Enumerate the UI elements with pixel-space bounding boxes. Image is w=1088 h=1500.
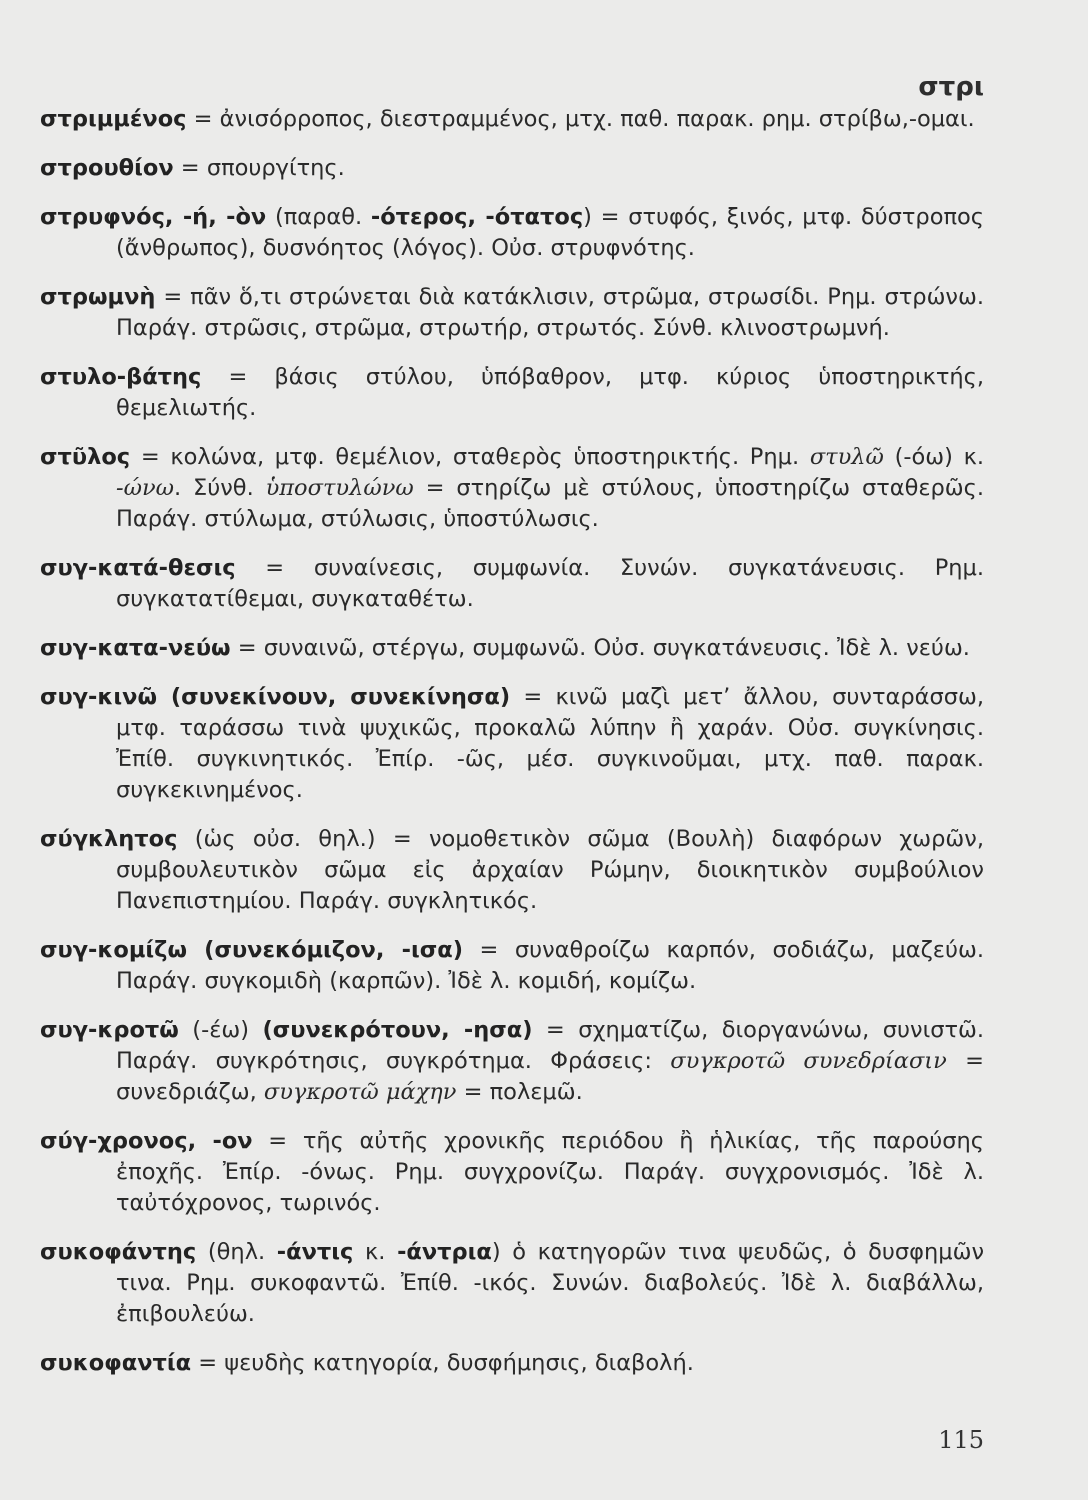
definition-text: (-έω) (178, 1017, 263, 1043)
headword: στρωμνὴ (40, 284, 156, 310)
headword: στῦλος (40, 444, 131, 470)
definition-text: = σχηματίζω, διοργανώνω, συνιστῶ. Παράγ. συγκρότησις, συγκρότημα. Φράσεις: (116, 1017, 984, 1074)
definition-text: = συναινῶ, στέργω, συμφωνῶ. Οὐσ. συγκατάνευσις. Ἰδὲ λ. νεύω. (230, 635, 970, 661)
definition-text: . Σύνθ. (173, 475, 266, 501)
definition-text: = ψευδὴς κατηγορία, δυσφήμησις, διαβολή. (191, 1350, 694, 1376)
definition-text: = τῆς αὐτῆς χρονικῆς περιόδου ἢ ἡλικίας, τῆς παρούσης ἐποχῆς. Ἐπίρ. -όνως. Ρημ. συγχρονίζω. Παράγ. συγχρονισμός. Ἰδὲ λ. ταὐτόχρονος, τωρινός. (116, 1128, 984, 1216)
definition-text: = βάσις στύλου, ὑπόβαθρον, μτφ. κύριος ὑποστηρικτής, θεμελιωτής. (116, 364, 984, 421)
dictionary-entry (40, 153, 984, 184)
headword: στυλο-βάτης (40, 364, 202, 390)
definition-text: = συναίνεσις, συμφωνία. Συνών. συγκατάνευσις. Ρημ. συγκατατίθεμαι, συγκαταθέτω. (116, 555, 984, 612)
dictionary-entry (40, 1348, 984, 1379)
dictionary-entry (40, 104, 984, 135)
definition-text: = σπουργίτης. (173, 155, 345, 181)
headword: συγ-κομίζω (συνεκόμιζον, -ισα) (40, 937, 463, 963)
headword: συγ-κατα-νεύω (40, 635, 231, 661)
definition-text: = συνεδριάζω, (116, 1048, 984, 1105)
headword: (συνεκρότουν, -ησα) (262, 1017, 533, 1043)
running-header: στρι (918, 72, 984, 102)
definition-text: = στηρίζω μὲ στύλους, ὑποστηρίζω σταθερῶς. Παράγ. στύλωμα, στύλωσις, ὑποστύλωσις. (116, 475, 984, 532)
headword: σύγκλητος (40, 826, 178, 852)
headword: συγ-κινῶ (συνεκίνουν, συνεκίνησα) (40, 684, 511, 710)
headword: στρυφνός, -ή, -ὸν (40, 204, 267, 230)
definition-text: = ἀνισόρροπος, διεστραμμένος, μτχ. παθ. παρακ. ρημ. στρίβω,-ομαι. (186, 106, 975, 132)
dictionary-entry (40, 1237, 984, 1330)
entry-list (40, 104, 984, 1397)
headword: στρουθίον (40, 155, 174, 181)
definition-text: ) = στυφός, ξινός, μτφ. δύστροπος (ἄνθρωπος), δυσνόητος (λόγος). Οὐσ. στρυφνότης. (116, 204, 985, 261)
dictionary-entry (40, 1126, 984, 1219)
dictionary-entry (40, 553, 984, 615)
page-number: 115 (938, 1426, 984, 1454)
italic-text: ὑποστυλώνω (265, 475, 414, 501)
definition-text: = πᾶν ὅ,τι στρώνεται διὰ κατάκλισιν, στρῶμα, στρωσίδι. Ρημ. στρώνω. Παράγ. στρῶσις, στρῶμα, στρωτήρ, στρωτός. Σύνθ. κλινοστρωμνή. (116, 284, 984, 341)
dictionary-entry (40, 824, 984, 917)
dictionary-entry (40, 362, 984, 424)
headword: συγ-κροτῶ (40, 1017, 179, 1043)
headword: συκοφαντία (40, 1350, 192, 1376)
headword: συκοφάντης (40, 1239, 197, 1265)
headword: συγ-κατά-θεσις (40, 555, 236, 581)
headword: σύγ-χρονος, -ον (40, 1128, 253, 1154)
definition-text: = κινῶ μαζὶ μετ’ ἄλλου, συνταράσσω, μτφ. ταράσσω τινὰ ψυχικῶς, προκαλῶ λύπην ἢ χαράν. Οὐσ. συγκίνησις. Ἐπίθ. συγκινητικός. Ἐπίρ. -ῶς, μέσ. συγκινοῦμαι, μτχ. παθ. παρακ. συγκεκινημένος. (116, 684, 984, 803)
italic-text: στυλῶ (809, 444, 884, 470)
headword: -ότερος, -ότατος (370, 204, 584, 230)
headword: -άντις (276, 1239, 354, 1265)
dictionary-entry (40, 442, 984, 535)
dictionary-entry (40, 202, 984, 264)
headword: -άντρια (397, 1239, 492, 1265)
italic-text: -ώνω (116, 475, 174, 501)
definition-text: (παραθ. (266, 204, 371, 230)
italic-text: συγκροτῶ μάχην (263, 1079, 457, 1105)
dictionary-entry (40, 935, 984, 997)
definition-text: = συναθροίζω καρπόν, σοδιάζω, μαζεύω. Παράγ. συγκομιδὴ (καρπῶν). Ἰδὲ λ. κομιδή, κομίζω. (116, 937, 984, 994)
italic-text: συγκροτῶ συνεδρίασιν (670, 1048, 947, 1074)
definition-text: (-όω) κ. (883, 444, 984, 470)
definition-text: (θηλ. (196, 1239, 277, 1265)
dictionary-entry (40, 1015, 984, 1108)
definition-text: κ. (353, 1239, 398, 1265)
definition-text: (ὡς οὐσ. θηλ.) = νομοθετικὸν σῶμα (Βουλὴ) διαφόρων χωρῶν, συμβουλευτικὸν σῶμα εἰς ἀρχαίαν Ρώμην, διοικητικὸν συμβούλιον Πανεπιστημίου. Παράγ. συγκλητικός. (116, 826, 984, 914)
dictionary-entry (40, 633, 984, 664)
dictionary-entry (40, 282, 984, 344)
definition-text: = κολώνα, μτφ. θεμέλιον, σταθερὸς ὑποστηρικτής. Ρημ. (130, 444, 810, 470)
definition-text: ) ὁ κατηγορῶν τινα ψευδῶς, ὁ δυσφημῶν τινα. Ρημ. συκοφαντῶ. Ἐπίθ. -ικός. Συνών. διαβολεύς. Ἰδὲ λ. διαβάλλω, ἐπιβουλεύω. (116, 1239, 985, 1327)
dictionary-entry (40, 682, 984, 806)
definition-text: = πολεμῶ. (456, 1079, 583, 1105)
headword: στριμμένος (40, 106, 187, 132)
